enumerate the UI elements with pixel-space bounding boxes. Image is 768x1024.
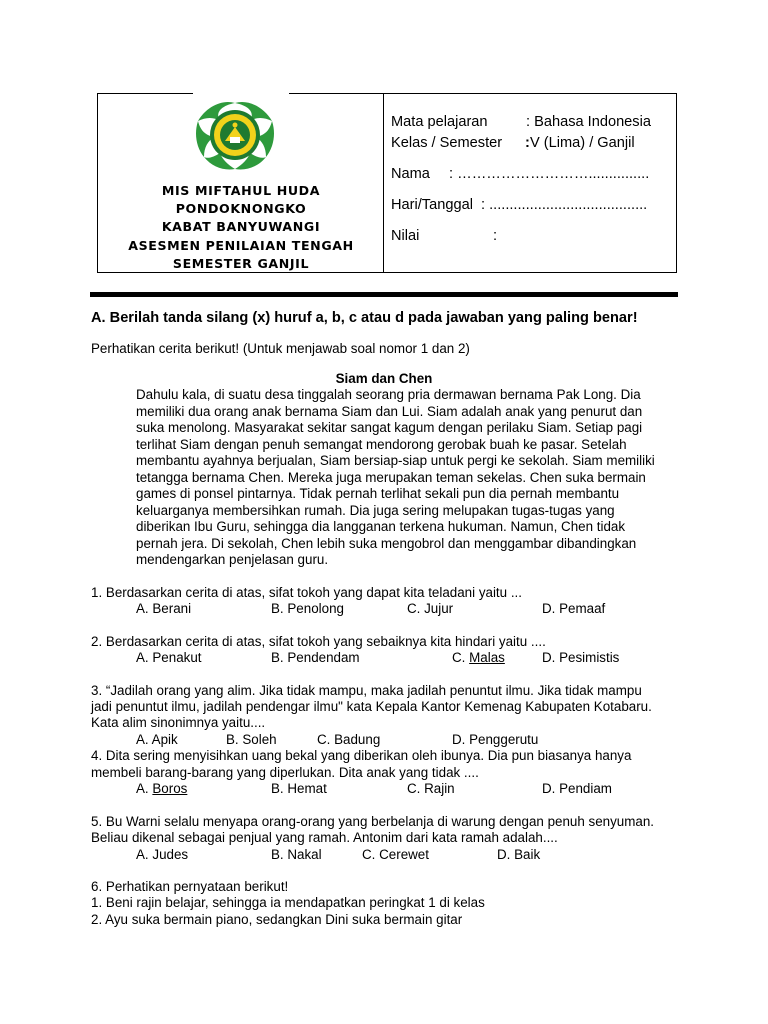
date-field: : .......................................: [481, 197, 648, 213]
class-colon: :: [525, 135, 530, 151]
school-line: PONDOKNONGKO: [175, 201, 307, 217]
story-line: pernah jera. Di sekolah, Chen lebih suka mengobrol dan menggambar dibandingkan: [136, 535, 637, 551]
story-line: mendengarkan penjelasan guru.: [136, 552, 329, 567]
q3-option-a[interactable]: A. Apik: [136, 732, 178, 747]
q4-option-b[interactable]: B. Hemat: [271, 781, 327, 796]
story-line: tetangga bernama Chen. Mereka juga merupakan teman sekelas. Chen suka bermain: [136, 469, 646, 485]
name-label: Nama: [391, 166, 430, 182]
class-label: Kelas / Semester: [391, 135, 503, 151]
story-line: games di ponsel pintarnya. Tidak pernah terlihat sekali pun dia pernah membantu: [136, 486, 620, 501]
story-line: Dahulu kala, di suatu desa tinggalah seorang pria dermawan bernama Pak Long. Dia: [136, 387, 641, 402]
q4-option-d[interactable]: D. Pendiam: [542, 781, 612, 796]
section-a-heading: A. Berilah tanda silang (x) huruf a, b, c atau d pada jawaban yang paling benar!: [91, 310, 638, 326]
question-6-statement: 2. Ayu suka bermain piano, sedangkan Dini suka bermain gitar: [91, 912, 463, 927]
q1-option-d[interactable]: D. Pemaaf: [542, 601, 606, 616]
school-identity: [110, 182, 372, 273]
school-line: ASESMEN PENILAIAN TENGAH: [128, 237, 354, 253]
question-6-statement: 1. Beni rajin belajar, sehingga ia mendapatkan peringkat 1 di kelas: [91, 895, 485, 910]
q4-option-c[interactable]: C. Rajin: [407, 781, 455, 796]
q1-option-a[interactable]: A. Berani: [136, 601, 192, 616]
question-3-line: Kata alim sinonimnya yaitu....: [91, 715, 266, 730]
story-line: membantu ayahnya berjualan, Siam bersiap-siap untuk pergi ke sekolah. Siam memiliki: [136, 453, 655, 468]
score-label: Nilai: [391, 228, 420, 244]
header-rule: [90, 292, 678, 297]
story-line: diberikan Ibu Guru, sehingga dia langganan terkena hukuman. Namun, Chen tidak: [136, 519, 626, 534]
q2-option-c-prefix: C.: [452, 650, 470, 665]
q2-option-a[interactable]: A. Penakut: [136, 650, 202, 665]
name-field: : ………………………...............: [449, 166, 650, 182]
question-5-line: Beliau dikenal sebagai penjual yang ramah. Antonim dari kata ramah adalah....: [91, 830, 558, 845]
q3-option-c[interactable]: C. Badung: [317, 732, 381, 747]
story-title: Siam dan Chen: [335, 371, 433, 386]
school-line: MIS MIFTAHUL HUDA: [161, 183, 321, 198]
header-divider: [383, 93, 384, 273]
q2-option-b[interactable]: B. Pendendam: [271, 650, 360, 665]
q4-option-a-word: Boros: [152, 781, 188, 796]
story-line: memiliki dua orang anak bernama Siam dan Lui. Siam adalah anak yang penurut dan: [136, 403, 643, 419]
logo-gap: [193, 92, 289, 95]
q3-option-d[interactable]: D. Penggerutu: [452, 732, 539, 747]
question-3-line: jadi penuntut ilmu, jadilah pendengar ilmu" kata Kepala Kantor Kemenag Kabupaten Kotabaru.: [91, 699, 652, 714]
q2-option-c[interactable]: [452, 650, 505, 667]
subject-label: Mata pelajaran: [391, 114, 488, 130]
q4-option-a[interactable]: [136, 781, 187, 798]
question-3-line: 3. “Jadilah orang yang alim. Jika tidak mampu, maka jadilah penuntut ilmu. Jika tidak mampu: [91, 683, 642, 698]
q1-option-c[interactable]: C. Jujur: [407, 601, 454, 616]
date-label: Hari/Tanggal: [391, 197, 473, 213]
question-1-text: 1. Berdasarkan cerita di atas, sifat tokoh yang dapat kita teladani yaitu ...: [91, 585, 522, 600]
story-line: keluarganya membersihkan rumah. Dia juga sering melupakan tugas-tugas yang: [136, 502, 615, 518]
question-4-line: membeli barang-barang yang diperlukan. Dita anak yang tidak ....: [91, 765, 479, 780]
q5-option-a[interactable]: A. Judes: [136, 847, 189, 862]
q5-option-c[interactable]: C. Cerewet: [362, 847, 429, 862]
story-line: suka menolong. Masyarakat sekitar sangat kagum dengan perilaku Siam. Setiap pagi: [136, 420, 643, 435]
q5-option-d[interactable]: D. Baik: [497, 847, 541, 862]
question-2-text: 2. Berdasarkan cerita di atas, sifat tokoh yang sebaiknya kita hindari yaitu ....: [91, 634, 546, 649]
question-4-line: 4. Dita sering menyisihkan uang bekal yang diberikan oleh ibunya. Dia pun biasanya hanya: [91, 748, 632, 763]
school-line: KABAT BANYUWANGI: [161, 219, 321, 235]
q2-option-c-word: Malas: [469, 650, 505, 665]
question-5-line: 5. Bu Warni selalu menyapa orang-orang yang berbelanja di warung dengan penuh senyuman.: [91, 814, 655, 829]
subject-value: : Bahasa Indonesia: [526, 114, 651, 130]
school-line: SEMESTER GANJIL: [172, 255, 310, 271]
story-body: [136, 387, 655, 569]
story-line: terlihat Siam dengan penuh semangat mendorong gerobak buah ke pasar. Setelah: [136, 436, 627, 452]
school-logo-icon: [192, 97, 278, 171]
class-value: V (Lima) / Ganjil: [530, 135, 635, 151]
story-intro: Perhatikan cerita berikut! (Untuk menjawab soal nomor 1 dan 2): [91, 341, 470, 356]
q5-option-b[interactable]: B. Nakal: [271, 847, 322, 862]
q3-option-b[interactable]: B. Soleh: [226, 732, 277, 747]
score-field: :: [493, 228, 498, 244]
question-6-line: 6. Perhatikan pernyataan berikut!: [91, 879, 289, 894]
q2-option-d[interactable]: D. Pesimistis: [542, 650, 620, 665]
q4-option-a-prefix: A.: [136, 781, 153, 796]
q1-option-b[interactable]: B. Penolong: [271, 601, 344, 616]
